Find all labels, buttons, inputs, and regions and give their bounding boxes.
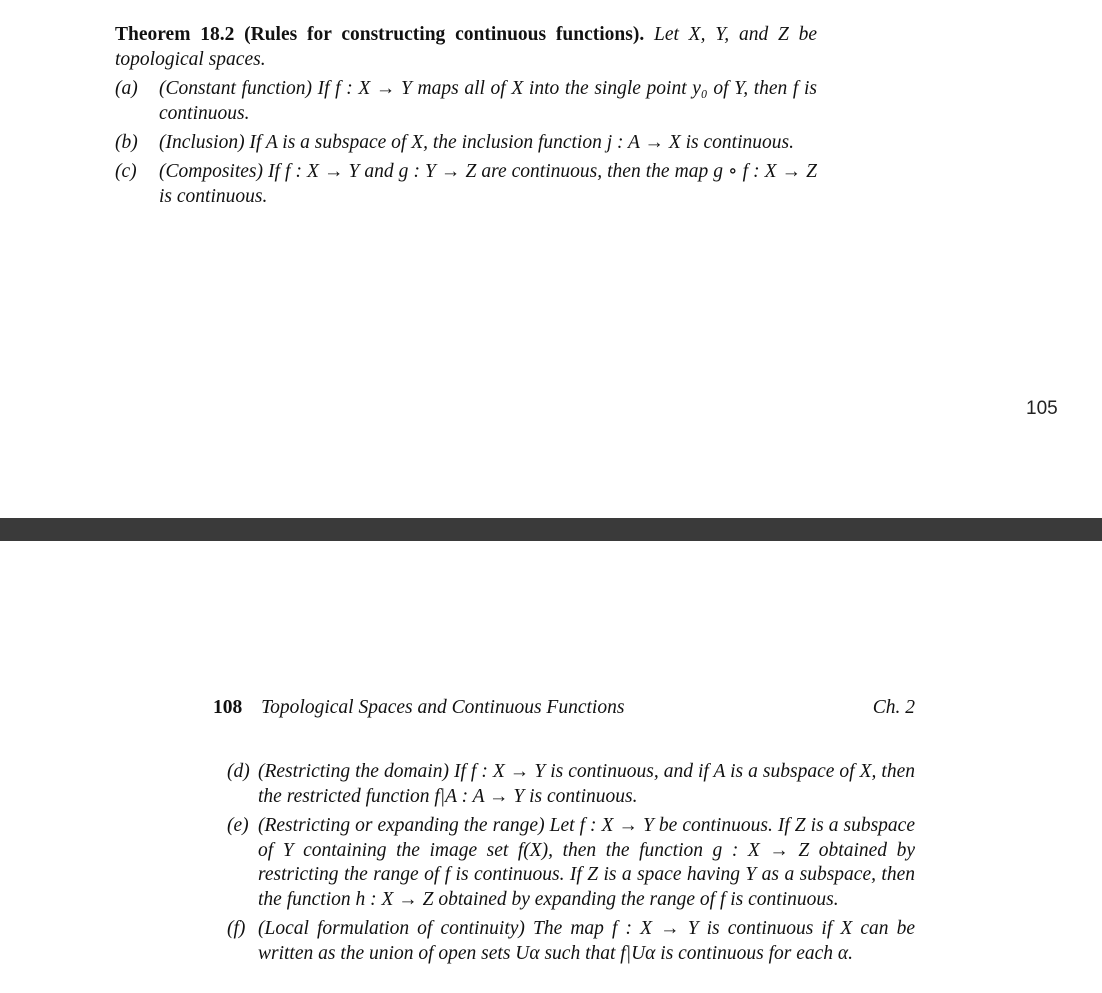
theorem-item-d [227, 760, 915, 809]
theorem-item-f [227, 917, 915, 966]
theorem-heading [115, 22, 817, 72]
running-head-chapter: Ch. 2 [872, 697, 915, 718]
item-label: (f) [227, 918, 246, 939]
running-head [213, 695, 915, 720]
running-head-title: Topological Spaces and Continuous Functions [261, 697, 625, 718]
item-text: (Inclusion) If A is a subspace of X, the inclusion function j : A → X is continuous. [159, 132, 794, 153]
item-label: (e) [227, 815, 249, 836]
item-label: (c) [115, 161, 137, 182]
page-separator [0, 518, 1102, 541]
item-text: (Restricting or expanding the range) Let f : X → Y be continuous. If Z is a subspace of Y containing the image set f(X), then the function g : X → Z obtained by restricting the range of f is continuous. If Z is a space having Y as a subspace, then the function h : X → Z obtained by expanding the range of f is continuous. [258, 815, 915, 910]
theorem-continued [227, 755, 915, 966]
item-label: (a) [115, 78, 138, 99]
item-label: (b) [115, 132, 138, 153]
theorem-item-e [227, 814, 915, 912]
theorem-item-c [115, 159, 817, 209]
item-label: (d) [227, 761, 250, 782]
theorem-intro: Let X, Y, and Z be topological spaces. [115, 24, 817, 70]
theorem-label: Theorem 18.2 (Rules for constructing continuous functions). [115, 24, 645, 45]
theorem-item-b [115, 130, 817, 155]
theorem-block [115, 22, 817, 209]
theorem-item-a [115, 76, 817, 126]
item-text: (Constant function) If f : X → Y maps all of X into the single point y₀ of Y, then f is continuous. [159, 78, 817, 124]
item-text: (Restricting the domain) If f : X → Y is continuous, and if A is a subspace of X, then the restricted function f|A : A → Y is continuous. [258, 761, 915, 807]
page-number: 105 [1026, 398, 1058, 419]
item-text: (Local formulation of continuity) The map f : X → Y is continuous if X can be written as the union of open sets Uα such that f|Uα is continuous for each α. [258, 918, 915, 964]
running-head-page-number: 108 [213, 697, 243, 718]
item-text: (Composites) If f : X → Y and g : Y → Z are continuous, then the map g ∘ f : X → Z is continuous. [159, 161, 817, 207]
